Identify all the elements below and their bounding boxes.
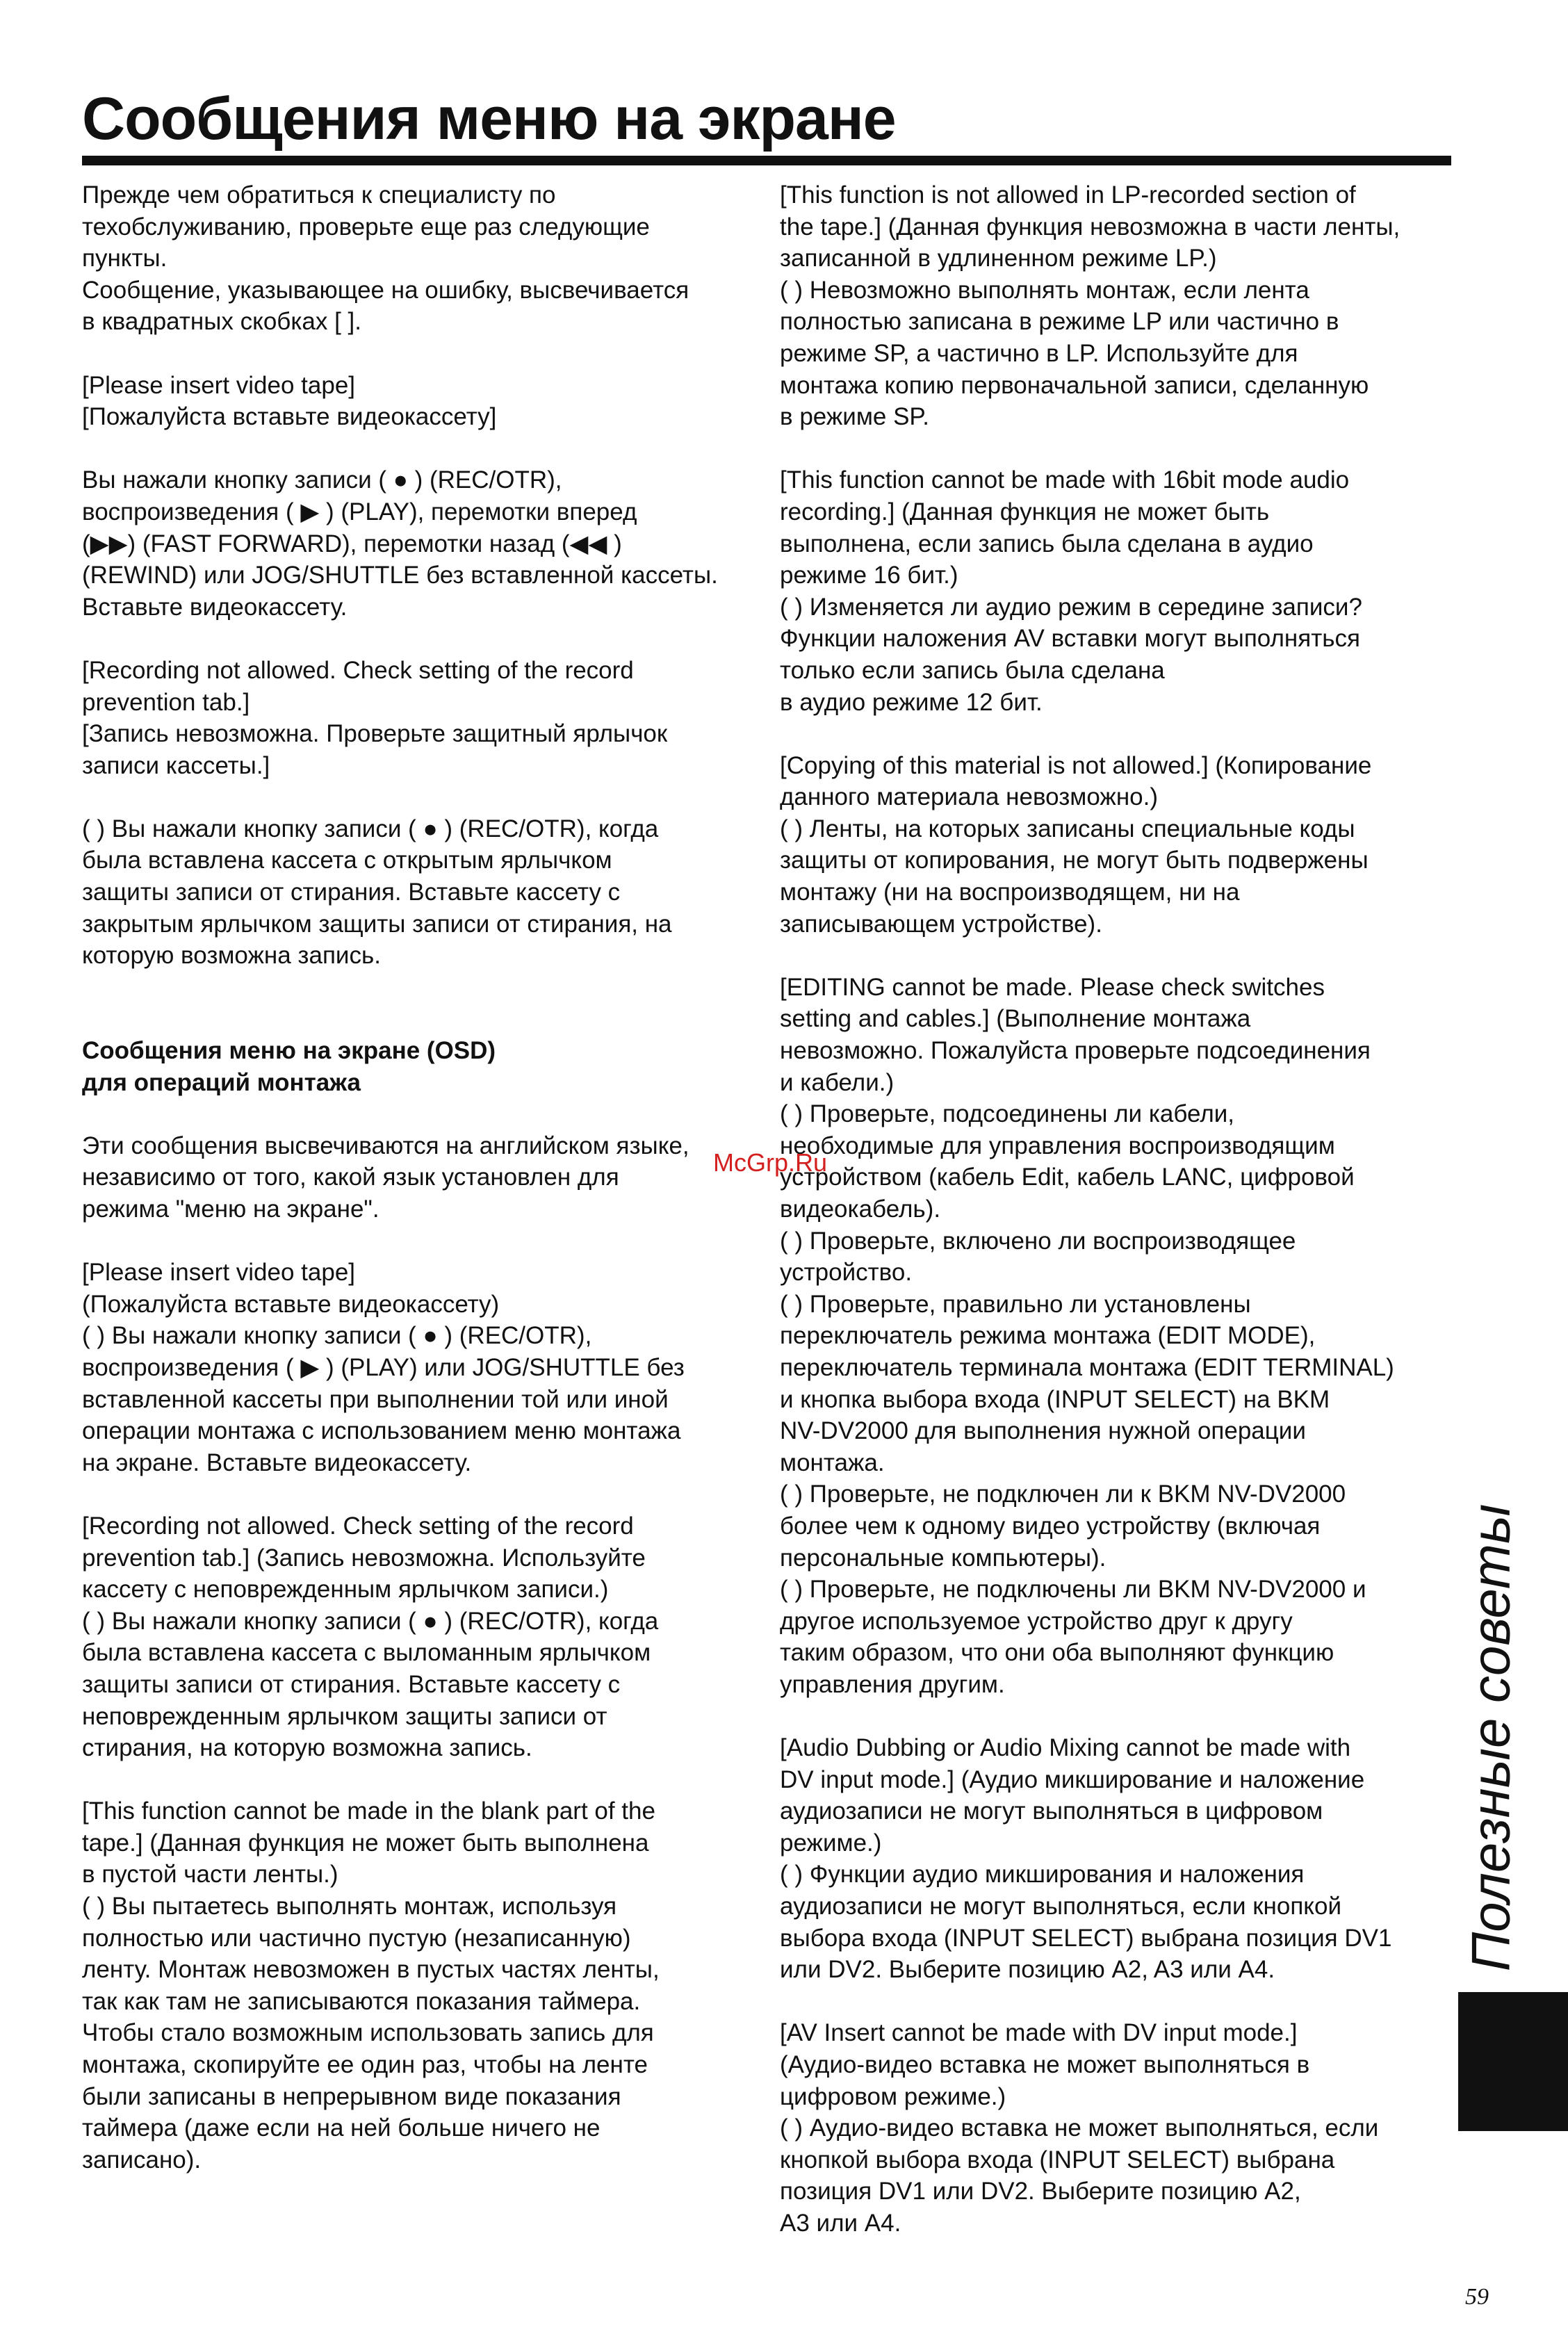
av-insert-entry: [AV Insert cannot be made with DV input mode.] (Аудио-видео вставка не может выполняться в цифровом режиме.) ( ) Аудио-видео вставка не может выполняться, если кнопкой выбора входа (INPUT SELECT) выбрана позиция DV1 или DV2. Выберите позицию A2, A3 или A4.: [780, 2019, 1379, 2237]
blank-part-entry: [This function cannot be made in the blank part of the tape.] (Данная функция не может быть выполнена в пустой части ленты.) ( ) Вы пытаетесь выполнять монтаж, используя полностью или частично пустую (незаписанную) ленту. Монтаж невозможен в пустых частях ленты, так как там не записываются показания таймера. Чтобы стало возможным использовать запись для монтажа, скопируйте ее один раз, чтобы на ленте были записаны в непрерывном виде показания таймера (даже если на ней больше ничего не записано).: [82, 1797, 660, 2173]
page-title: Сообщения меню на экране: [82, 85, 896, 152]
page-number: 59: [1465, 2284, 1489, 2310]
lp-section-entry: [This function is not allowed in LP-recorded section of the tape.] (Данная функция невозможна в части ленты, записанной в удлиненном режиме LP.) ( ) Невозможно выполнять монтаж, если лента полностью записана в режиме LP или частично в режиме SP, а частично в LP. Используйте для монтажа копию первоначальной записи, сделанную в режиме SP.: [780, 181, 1400, 431]
watermark: McGrp.Ru: [713, 1148, 828, 1177]
osd-insert-tape-entry: [Please insert video tape] (Пожалуйста вставьте видеокассету) ( ) Вы нажали кнопку записи ( ● ) (REC/OTR), воспроизведения ( ▶ ) (PLAY) или JOG/SHUTTLE без вставленной кассеты при выполнении той или иной операции монтажа с использованием меню монтажа на экране. Вставьте видеокассету.: [82, 1259, 685, 1476]
side-section-label-text: Полезные советы: [1460, 1503, 1521, 1972]
title-rule: [82, 156, 1451, 165]
side-section-label: [1449, 1501, 1533, 1974]
osd-section-heading: Сообщения меню на экране (OSD) для операций монтажа: [82, 1037, 496, 1096]
copying-entry: [Copying of this material is not allowed.] (Копирование данного материала невозможно.) ( ) Ленты, на которых записаны специальные коды защиты от копирования, не могут быть подвержены монтажу (ни на воспроизводящем, ни на записывающем устройстве).: [780, 751, 1372, 938]
insert-tape-message: [Please insert video tape] [Пожалуйста вставьте видеокассету]: [82, 371, 497, 431]
audio-dubbing-entry: [Audio Dubbing or Audio Mixing cannot be made with DV input mode.] (Аудио микширование и наложение аудиозаписи не могут выполняться в цифровом режиме.) ( ) Функции аудио микширования и наложения аудиозаписи не могут выполняться, если кнопкой выбора входа (INPUT SELECT) выбрана позиция DV1 или DV2. Выберите позицию A2, A3 или A4.: [780, 1734, 1392, 1984]
rec-not-allowed-message: [Recording not allowed. Check setting of the record prevention tab.] [Запись невозможна. Проверьте защитный ярлычок записи кассеты.]: [82, 656, 668, 779]
left-column: [82, 179, 777, 2176]
audio-16bit-entry: [This function cannot be made with 16bit mode audio recording.] (Данная функция не может быть выполнена, если запись была сделана в аудио режиме 16 бит.) ( ) Изменяется ли аудио режим в середине записи? Функции наложения AV вставки могут выполняться только если запись была сделана в аудио режиме 12 бит.: [780, 466, 1362, 716]
insert-tape-description: Вы нажали кнопку записи ( ● ) (REC/OTR), воспроизведения ( ▶ ) (PLAY), перемотки вперед (▶▶) (FAST FORWARD), перемотки назад (◀◀ ) (REWIND) или JOG/SHUTTLE без вставленной кассеты. Вставьте видеокассету.: [82, 466, 718, 621]
section-tab-marker: [1458, 1992, 1568, 2131]
section-spacer: [82, 1003, 777, 1035]
rec-not-allowed-description: ( ) Вы нажали кнопку записи ( ● ) (REC/OTR), когда была вставлена кассета с открытым ярлычком защиты записи от стирания. Вставьте кассету с закрытым ярлычком защиты записи от стирания, на которую возможна запись.: [82, 815, 672, 970]
osd-intro-text: Эти сообщения высвечиваются на английском языке, независимо от того, какой язык установлен для режима "меню на экране".: [82, 1132, 689, 1223]
editing-entry: [EDITING cannot be made. Please check switches setting and cables.] (Выполнение монтажа невозможно. Пожалуйста проверьте подсоединения и кабели.) ( ) Проверьте, подсоединены ли кабели, необходимые для управления воспроизводящим устройством (кабель Edit, кабель LANC, цифровой видеокабель). ( ) Проверьте, включено ли воспроизводящее устройство. ( ) Проверьте, правильно ли установлены переключатель режима монтажа (EDIT MODE), переключатель терминала монтажа (EDIT TERMINAL) и кнопка выбора входа (INPUT SELECT) на BKM NV-DV2000 для выполнения нужной операции монтажа. ( ) Проверьте, не подключен ли к BKM NV-DV2000 более чем к одному видео устройству (включая персональные компьютеры). ( ) Проверьте, не подключены ли BKM NV-DV2000 и другое используемое устройство друг к другу таким образом, что они оба выполняют функцию управления другим.: [780, 973, 1394, 1698]
intro-text: Прежде чем обратиться к специалисту по техобслуживанию, проверьте еще раз следующие пункты. Сообщение, указывающее на ошибку, высвечивается в квадратных скобках [ ].: [82, 181, 689, 336]
osd-rec-not-allowed-entry: [Recording not allowed. Check setting of the record prevention tab.] (Запись невозможна. Используйте кассету с неповрежденным ярлычком записи.) ( ) Вы нажали кнопку записи ( ● ) (REC/OTR), когда была вставлена кассета с выломанным ярлычком защиты записи от стирания. Вставьте кассету с неповрежденным ярлычком защиты записи от стирания, на которую возможна запись.: [82, 1512, 659, 1762]
right-column: [780, 179, 1482, 2240]
